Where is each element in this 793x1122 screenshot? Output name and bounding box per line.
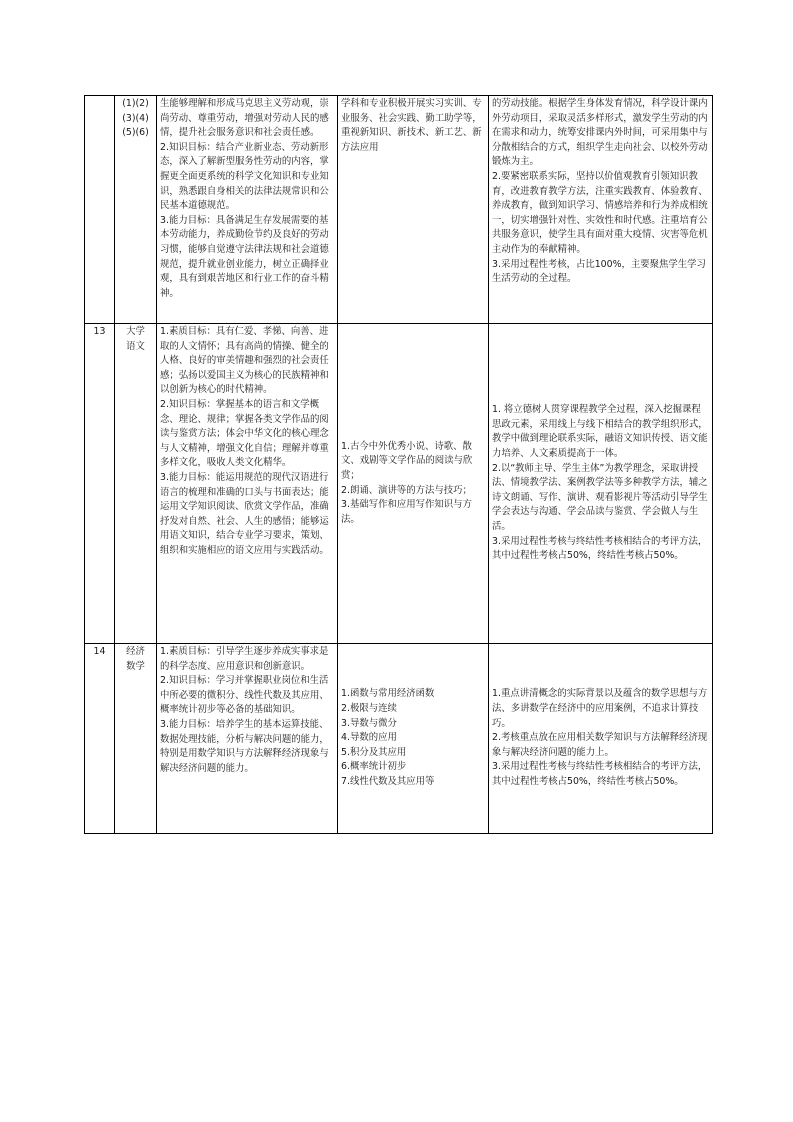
content-item: 5.积分及其应用 xyxy=(341,746,407,758)
requirement-item: 3.采用过程性考核，占比100%，主要聚焦学生学习生活劳动的全过程。 xyxy=(492,258,706,285)
objective-item: 生能够理解和形成马克思主义劳动观，崇尚劳动、尊重劳动，增强对劳动人民的感情，提升社会服务意识和社会责任感。 xyxy=(160,98,329,139)
objective-item: 3.能力目标：具备满足生存发展需要的基本劳动能力，养成勤俭节约及良好的劳动习惯，能够自觉遵守法律法规和社会道德规范，提升就业创业能力，树立正确择业观，具有到艰苦地区和行业工作的奋斗精神。 xyxy=(160,214,329,299)
content-item: 1.函数与常用经济函数 xyxy=(341,688,435,700)
requirement-item: 2.以“教师主导、学生主体”为教学理念，采取讲授法、情境教学法、案例教学法等多种教学方法，辅之诗文朗诵、写作、演讲、观看影视片等活动引导学生学会表达与沟通、学会品读与鉴赏、学会做人与生活。 xyxy=(492,462,708,532)
course-name xyxy=(115,644,157,834)
content-item: 3.导数与微分 xyxy=(341,717,397,729)
table-row xyxy=(85,324,713,644)
objective-item: 2.知识目标：掌握基本的语言和文学概念、理论、规律；掌握各类文学作品的阅读与鉴赏方法；体会中华文化的核心理念与人文精神，增强文化自信；理解并尊重多样文化，吸收人类文化精华。 xyxy=(160,398,329,469)
course-number: 13 xyxy=(85,324,115,644)
content-item: 6.概率统计初步 xyxy=(341,761,407,773)
course-content xyxy=(338,324,489,644)
course-name-line: 数学 xyxy=(126,660,145,672)
objective-item: 2.知识目标：学习并掌握职业岗位和生活中所必要的微积分、线性代数及其应用、概率统计初步等必备的基础知识。 xyxy=(160,675,329,716)
table-body xyxy=(85,96,713,834)
course-number: 14 xyxy=(85,644,115,834)
course-content xyxy=(338,644,489,834)
objective-ref: (1)(2) xyxy=(122,98,149,109)
course-name-line: 语文 xyxy=(126,340,145,352)
content-item: 7.线性代数及其应用等 xyxy=(341,775,435,787)
requirement-item: 1.重点讲清概念的实际背景以及蕴含的数学思想与方法、多讲数学在经济中的应用案例，不追求计算技巧。 xyxy=(492,688,708,729)
objective-item: 1.素质目标：具有仁爱、孝悌、向善、进取的人文情怀；具有高尚的情操、健全的人格、良好的审美情趣和强烈的社会责任感；弘扬以爱国主义为核心的民族精神和以创新为核心的时代精神。 xyxy=(160,326,329,396)
table-row xyxy=(85,96,713,324)
content-item: 2.极限与连续 xyxy=(341,703,397,715)
requirement-item: 2.考核重点放在应用相关数学知识与方法解释经济现象与解决经济问题的能力上。 xyxy=(492,732,708,758)
requirement-item: 3.采用过程性考核与终结性考核相结合的考评方法，其中过程性考核占50%，终结性考核占50%。 xyxy=(492,761,708,787)
requirement-item: 3.采用过程性考核与终结性考核相结合的考评方法，其中过程性考核占50%，终结性考核占50%。 xyxy=(492,535,708,562)
requirement-item: 2.要紧密联系实际，坚持以价值观教育引领知识教育，改进教育教学方法，注重实践教育、体验教育、养成教育，做到知识学习、情感培养和行为养成相统一，切实增强针对性、实效性和时代感。注重培育公共服务意识，使学生具有面对重大疫情、灾害等危机主动作为的奉献精神。 xyxy=(492,170,708,255)
course-objectives xyxy=(157,324,338,644)
course-objectives xyxy=(157,644,338,834)
table-row xyxy=(85,644,713,834)
content-item: 2.朗诵、演讲等的方法与技巧； xyxy=(341,484,472,496)
course-content xyxy=(338,96,489,324)
objective-item: 3.能力目标：培养学生的基本运算技能、数据处理技能，分析与解决问题的能力，特别是用数学知识与方法解释经济现象与解决经济问题的能力。 xyxy=(160,718,329,774)
course-name-line: 大学 xyxy=(126,326,145,337)
course-number xyxy=(85,96,115,324)
content-item: 4.导数的应用 xyxy=(341,732,397,744)
requirement-item: 的劳动技能。根据学生身体发育情况，科学设计课内外劳动项目，采取灵活多样形式，激发学生劳动的内在需求和动力，统筹安排课内外时间，可采用集中与分散相结合的方式，组织学生走向社会、以校外劳动锻炼为主。 xyxy=(492,98,708,168)
content-item: 1.古今中外优秀小说、诗歌、散文、戏剧等文学作品的阅读与欣赏； xyxy=(341,440,473,481)
objective-item: 2.知识目标：结合产业新业态、劳动新形态，深入了解新型服务性劳动的内容，掌握更全面更系统的科学文化知识和专业知识，熟悉跟自身相关的法律法规常识和公民基本道德规范。 xyxy=(160,141,329,212)
objective-refs xyxy=(115,96,157,324)
teaching-requirements xyxy=(489,96,713,324)
teaching-requirements xyxy=(489,324,713,644)
objective-item: 1.素质目标：引导学生逐步养成实事求是的科学态度、应用意识和创新意识。 xyxy=(160,646,329,672)
teaching-requirements xyxy=(489,644,713,834)
content-item: 学科和专业积极开展实习实训、专业服务、社会实践、勤工助学等，重视新知识、新技术、新工艺、新方法应用 xyxy=(341,98,482,153)
course-name-line: 经济 xyxy=(126,646,145,657)
requirement-item: 1. 将立德树人贯穿课程教学全过程，深入挖掘课程思政元素，采用线上与线下相结合的教学组织形式，教学中做到理论联系实际，融语文知识传授、语文能力培养、人文素质提高于一体。 xyxy=(492,404,708,460)
objective-item: 3.能力目标：能运用规范的现代汉语进行语言的梳理和准确的口头与书面表达；能运用文学知识阅读、欣赏文学作品，准确抒发对自然、社会、人生的感悟；能够运用语文知识，结合专业学习要求，策划、组织和实施相应的语文应用与实践活动。 xyxy=(160,471,329,556)
course-objectives xyxy=(157,96,338,324)
objective-ref: (5)(6) xyxy=(122,127,149,139)
content-item: 3.基础写作和应用写作知识与方法。 xyxy=(341,499,472,525)
course-name xyxy=(115,324,157,644)
objective-ref: (3)(4) xyxy=(122,112,149,124)
course-table xyxy=(84,95,713,834)
